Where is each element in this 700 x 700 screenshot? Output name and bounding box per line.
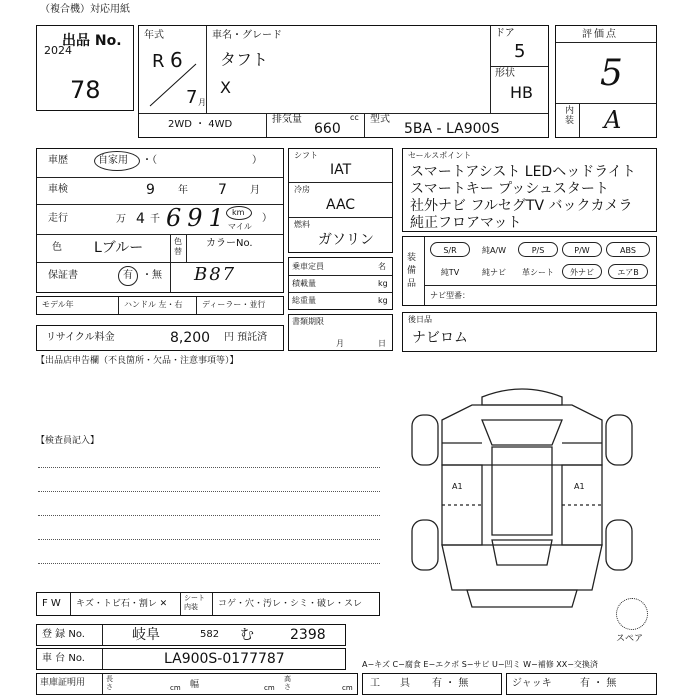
- doc-deadline-day: 日: [378, 339, 386, 348]
- model-label: 型式: [370, 114, 390, 125]
- month-unit: 月: [198, 98, 206, 107]
- shift-label: シフト: [294, 151, 318, 160]
- lot-label: 出品 No.: [62, 33, 122, 49]
- tools-value: 有 ・ 無: [432, 678, 469, 689]
- damage-legend: A−キズ C−腐食 E−エクボ S−サビ U−凹ミ W−補修 XX−交換済: [362, 660, 598, 669]
- fuel-label: 燃料: [294, 220, 310, 229]
- color-no-value: B87: [194, 264, 237, 285]
- equip-ps: P/S: [518, 242, 558, 257]
- year-stamp: 2024: [44, 44, 72, 57]
- year-number: 6: [170, 48, 183, 72]
- sales-line-3: 社外ナビ フルセグTV バックカメラ: [410, 198, 633, 214]
- inspection-year-unit: 年: [178, 185, 188, 196]
- capacity-label: 乗車定員: [292, 262, 324, 271]
- sales-line-1: スマートアシスト LEDヘッドライト: [410, 164, 636, 180]
- door-count: 5: [514, 41, 526, 62]
- cert-width: 幅: [190, 680, 200, 690]
- shape-label: 形状: [495, 68, 515, 79]
- fw-text: キズ・トビ石・割レ ✕: [76, 599, 168, 609]
- name-label: 車名・グレード: [212, 30, 282, 41]
- equip-sr: S/R: [430, 242, 470, 257]
- color-value: Lブルー: [94, 240, 144, 256]
- month-number: 7: [186, 87, 198, 108]
- cert-cm-1: cm: [170, 684, 181, 692]
- inspector-line: [38, 467, 380, 468]
- disp-label: 排気量: [272, 114, 302, 125]
- recycle-unit: 円 預託済: [224, 332, 268, 343]
- model-year-label: モデル年: [42, 300, 74, 309]
- color-change-label: 色替: [174, 237, 182, 256]
- mileage-close: ）: [262, 213, 272, 224]
- mile-unit: マイル: [228, 222, 252, 231]
- reg-kana: む: [240, 627, 254, 643]
- history-close: ）: [252, 155, 262, 166]
- doc-deadline-month: 月: [336, 339, 344, 348]
- spare-label: スペア: [616, 634, 644, 644]
- mileage-handwritten: 691: [166, 204, 230, 232]
- drive-type: 2WD ・ 4WD: [168, 119, 233, 130]
- form-title: （複合機）対応用紙: [40, 4, 130, 15]
- load-unit: kg: [378, 279, 388, 288]
- mileage-sen: 千: [150, 214, 160, 225]
- color-no-label: カラーNo.: [206, 238, 253, 249]
- inspector-line: [38, 539, 380, 540]
- damage-mark-right: A1: [574, 482, 585, 491]
- fuel-value: ガソリン: [318, 232, 374, 248]
- interior-label: 内装: [565, 106, 575, 126]
- cert-length: 長さ: [106, 675, 113, 691]
- inspector-line: [38, 563, 380, 564]
- year-label: 年式: [144, 30, 164, 41]
- cert-label: 車庫証明用: [40, 678, 86, 688]
- cert-cm-2: cm: [264, 684, 275, 692]
- history-rest: ・（: [142, 155, 157, 166]
- model-value: 5BA - LA900S: [404, 121, 500, 137]
- history-value: 自家用: [98, 155, 128, 166]
- inspection-month-unit: 月: [250, 185, 260, 196]
- load-label: 積載量: [292, 279, 316, 288]
- sales-line-4: 純正フロアマット: [410, 215, 522, 231]
- door-label: ドア: [495, 28, 515, 39]
- mileage-label: 走行: [48, 213, 68, 224]
- equip-navi: 純ナビ: [482, 268, 506, 277]
- sales-points-label: セールスポイント: [408, 151, 472, 160]
- equip-tv: 純TV: [440, 268, 460, 277]
- disp-unit: cc: [350, 113, 359, 122]
- inspection-month: 7: [218, 182, 227, 198]
- inspector-header: 【検査員記入】: [36, 436, 100, 446]
- equip-pw: P/W: [562, 242, 602, 257]
- inspector-line: [38, 491, 380, 492]
- ac-label: 冷房: [294, 185, 310, 194]
- seat-label: シート内装: [184, 594, 205, 611]
- km-unit: km: [232, 208, 245, 217]
- car-name: タフト: [220, 50, 269, 69]
- displacement-value: 660: [314, 121, 341, 137]
- mileage-man: 万: [116, 214, 126, 225]
- car-diagram: [402, 375, 642, 620]
- inspection-label: 車検: [48, 184, 68, 195]
- doc-deadline-label: 書類期限: [292, 317, 324, 326]
- shift-value: IAT: [330, 162, 352, 178]
- lot-number: 78: [70, 76, 101, 104]
- history-label: 車歴: [48, 155, 68, 166]
- reg-number: 2398: [290, 627, 326, 643]
- mileage-num: 4: [136, 211, 145, 227]
- inspector-line: [38, 515, 380, 516]
- cert-cm-3: cm: [342, 684, 353, 692]
- car-grade: X: [220, 78, 231, 97]
- interior-value: A: [604, 106, 622, 134]
- dealer-label: ディーラー・並行: [202, 300, 266, 309]
- cert-height: 高さ: [284, 675, 291, 691]
- aftermarket-value: ナビロム: [412, 330, 468, 346]
- jack-label: ジャッキ: [512, 678, 552, 689]
- reg-label: 登 録 No.: [42, 629, 85, 640]
- equipment-label: 装備品: [407, 253, 417, 289]
- warranty-sep: ・無: [142, 270, 162, 281]
- weight-unit: kg: [378, 296, 388, 305]
- capacity-unit: 名: [378, 262, 386, 271]
- warranty-label: 保証書: [48, 270, 78, 281]
- sales-line-2: スマートキー プッシュスタート: [410, 181, 609, 197]
- equip-ext-navi: 外ナビ: [562, 264, 602, 279]
- chassis-number: LA900S-0177787: [164, 651, 285, 667]
- navi-model-label: ナビ型番：: [430, 291, 470, 300]
- recycle-label: リサイクル料金: [46, 332, 115, 343]
- score-value: 5: [600, 53, 623, 94]
- spare-tire-icon: [616, 598, 648, 630]
- reg-class: 582: [200, 629, 220, 640]
- reg-place: 岐阜: [132, 627, 160, 643]
- ac-value: AAC: [326, 197, 356, 213]
- notes-header: 【出品店申告欄（不良箇所・欠品・注意事項等）】: [36, 356, 239, 366]
- equip-airbag: エアB: [608, 264, 648, 279]
- recycle-amount: 8,200: [170, 330, 211, 346]
- color-label: 色: [52, 242, 62, 253]
- damage-mark-left: A1: [452, 482, 463, 491]
- weight-label: 総重量: [292, 296, 316, 305]
- handle-label: ハンドル 左・右: [124, 300, 183, 309]
- shape-value: HB: [510, 83, 534, 102]
- jack-value: 有 ・ 無: [580, 678, 617, 689]
- aftermarket-label: 後日品: [408, 315, 432, 324]
- year-era: R: [152, 51, 165, 72]
- seat-text: コゲ・穴・汚レ・シミ・破レ・スレ: [218, 599, 363, 609]
- equip-leather: 革シート: [522, 268, 554, 277]
- warranty-has: 有: [123, 270, 133, 281]
- tools-label: 工 具: [370, 678, 410, 689]
- chassis-label: 車 台 No.: [42, 653, 85, 664]
- equip-abs: ABS: [606, 242, 650, 257]
- equip-aw: 純A/W: [481, 246, 507, 255]
- score-label: 評価点: [582, 29, 618, 40]
- fw-label: F W: [42, 598, 61, 609]
- inspection-year: 9: [146, 182, 155, 198]
